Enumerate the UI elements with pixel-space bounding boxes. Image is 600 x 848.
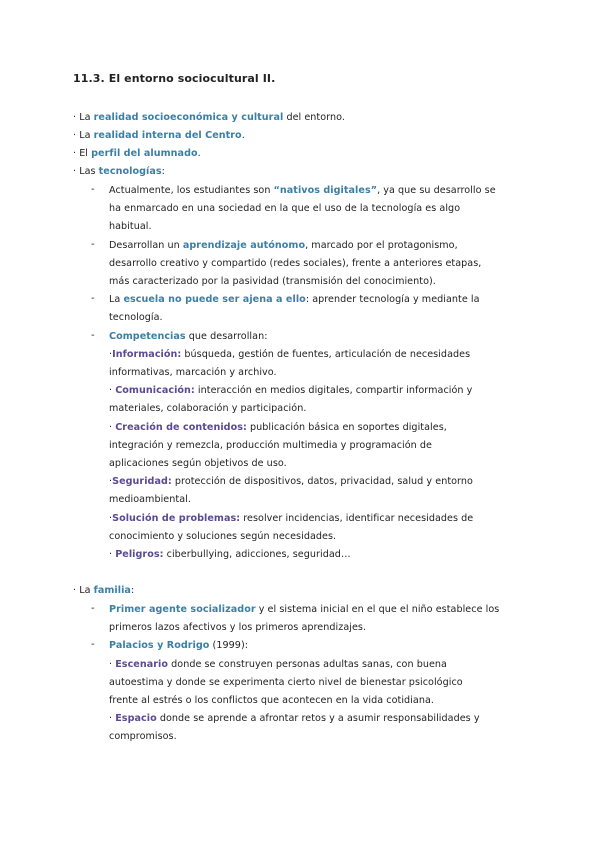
competencia-creacion-line-3: aplicaciones según objetivos de uso. bbox=[109, 458, 287, 469]
highlight-term: Competencias bbox=[109, 331, 186, 342]
highlight-term: realidad socioeconómica y cultural bbox=[93, 112, 284, 123]
tech-paragraph-2 bbox=[109, 239, 458, 252]
highlight-term: Espacio bbox=[115, 713, 157, 724]
text: ciberbullying, adicciones, seguridad… bbox=[163, 549, 351, 560]
family-espacio-line-2: compromisos. bbox=[109, 731, 177, 742]
item-realidad-interna bbox=[73, 129, 245, 142]
dash-marker: - bbox=[91, 639, 95, 650]
item-realidad-socioeconomica bbox=[73, 111, 345, 124]
dash-marker: - bbox=[91, 330, 95, 341]
text: · bbox=[109, 349, 113, 360]
tech-paragraph-1 bbox=[109, 184, 496, 197]
competencia-creacion bbox=[109, 421, 447, 434]
dash-marker: - bbox=[91, 293, 95, 304]
bullet-text: . bbox=[241, 130, 245, 141]
text: Actualmente, los estudiantes son bbox=[109, 185, 274, 196]
dash-marker: - bbox=[91, 603, 95, 614]
text: publicación básica en soportes digitales, bbox=[246, 422, 447, 433]
highlight-term: escuela no puede ser ajena a ello bbox=[123, 294, 306, 305]
dash-marker: - bbox=[91, 239, 95, 250]
highlight-term: aprendizaje autónomo bbox=[182, 240, 306, 251]
text: · bbox=[109, 385, 116, 396]
highlight-term: perfil del alumnado bbox=[91, 148, 198, 159]
text: La bbox=[109, 294, 124, 305]
highlight-term: tecnologías bbox=[98, 166, 162, 177]
highlight-term: Escenario bbox=[115, 659, 169, 670]
text: · bbox=[109, 659, 116, 670]
text: protección de dispositivos, datos, privacidad, salud y entorno bbox=[171, 476, 473, 487]
text: : bbox=[130, 585, 135, 596]
highlight-term: familia bbox=[93, 585, 131, 596]
competencias-heading bbox=[109, 330, 267, 343]
competencia-seguridad bbox=[109, 475, 473, 488]
text: : aprender tecnología y mediante la bbox=[305, 294, 480, 305]
text: búsqueda, gestión de fuentes, articulación de necesidades bbox=[181, 349, 471, 360]
family-escenario-line-3: frente al estrés o los conflictos que acontecen en la vida cotidiana. bbox=[109, 695, 434, 706]
text: · bbox=[109, 476, 113, 487]
text: · bbox=[109, 713, 116, 724]
highlight-term: Información: bbox=[112, 349, 182, 360]
text: (1999): bbox=[209, 640, 249, 651]
bullet-text: del entorno. bbox=[283, 112, 345, 123]
text: y el sistema inicial en el que el niño establece los bbox=[255, 604, 500, 615]
text: Desarrollan un bbox=[109, 240, 183, 251]
text: donde se construyen personas adultas sanas, con buena bbox=[168, 659, 447, 670]
section-title: 11.3. El entorno sociocultural II. bbox=[73, 72, 276, 85]
highlight-term: Comunicación: bbox=[115, 385, 195, 396]
tech-paragraph-1-line-2: ha enmarcado en una sociedad en la que el uso de la tecnología es algo bbox=[109, 203, 461, 214]
family-escenario-line-2: autoestima y donde se experimenta cierto nivel de bienestar psicológico bbox=[109, 677, 463, 688]
bullet-text: · Las bbox=[73, 166, 99, 177]
text: que desarrollan: bbox=[185, 331, 268, 342]
family-escenario bbox=[109, 658, 447, 671]
family-paragraph-1-line-2: primeros lazos afectivos y los primeros aprendizajes. bbox=[109, 622, 367, 633]
family-paragraph-2 bbox=[109, 639, 248, 652]
competencia-peligros bbox=[109, 548, 351, 561]
competencia-solucion bbox=[109, 512, 473, 525]
competencia-solucion-line-2: conocimiento y soluciones según necesidades. bbox=[109, 531, 337, 542]
text: · bbox=[109, 513, 113, 524]
tech-paragraph-1-line-3: habitual. bbox=[109, 221, 152, 232]
competencia-seguridad-line-2: medioambiental. bbox=[109, 494, 191, 505]
text: resolver incidencias, identificar necesidades de bbox=[240, 513, 474, 524]
competencia-comunicacion-line-2: materiales, colaboración y participación. bbox=[109, 403, 307, 414]
text: , marcado por el protagonismo, bbox=[305, 240, 458, 251]
text: interacción en medios digitales, compartir información y bbox=[194, 385, 473, 396]
competencia-informacion-line-2: informativas, marcación y archivo. bbox=[109, 367, 277, 378]
tech-paragraph-3-line-2: tecnología. bbox=[109, 312, 163, 323]
text: · La bbox=[73, 585, 94, 596]
tech-paragraph-2-line-3: más caracterizado por la pasividad (transmisión del conocimiento). bbox=[109, 276, 436, 287]
highlight-term: Solución de problemas: bbox=[112, 513, 241, 524]
text: · bbox=[109, 422, 116, 433]
text: · bbox=[109, 549, 116, 560]
bullet-text: · La bbox=[73, 112, 94, 123]
text: donde se aprende a afrontar retos y a asumir responsabilidades y bbox=[156, 713, 480, 724]
highlight-term: realidad interna del Centro bbox=[93, 130, 242, 141]
highlight-term: Creación de contenidos: bbox=[115, 422, 247, 433]
bullet-text: : bbox=[161, 166, 165, 177]
highlight-term: Palacios y Rodrigo bbox=[109, 640, 210, 651]
competencia-comunicacion bbox=[109, 384, 472, 397]
highlight-term: “nativos digitales” bbox=[273, 185, 378, 196]
item-tecnologias bbox=[73, 165, 165, 178]
competencia-informacion bbox=[109, 348, 470, 361]
family-espacio bbox=[109, 712, 480, 725]
bullet-text: · La bbox=[73, 130, 94, 141]
highlight-term: Seguridad: bbox=[112, 476, 172, 487]
competencia-creacion-line-2: integración y remezcla, producción multimedia y programación de bbox=[109, 440, 432, 451]
family-paragraph-1 bbox=[109, 603, 499, 616]
tech-paragraph-3 bbox=[109, 293, 480, 306]
dash-marker: - bbox=[91, 184, 95, 195]
tech-paragraph-2-line-2: desarrollo creativo y compartido (redes sociales), frente a anteriores etapas, bbox=[109, 258, 482, 269]
bullet-text: . bbox=[197, 148, 201, 159]
item-perfil-alumnado bbox=[73, 147, 201, 160]
item-familia bbox=[73, 584, 134, 597]
bullet-text: · El bbox=[73, 148, 92, 159]
highlight-term: Peligros: bbox=[115, 549, 164, 560]
highlight-term: Primer agente socializador bbox=[109, 604, 256, 615]
text: , ya que su desarrollo se bbox=[377, 185, 496, 196]
